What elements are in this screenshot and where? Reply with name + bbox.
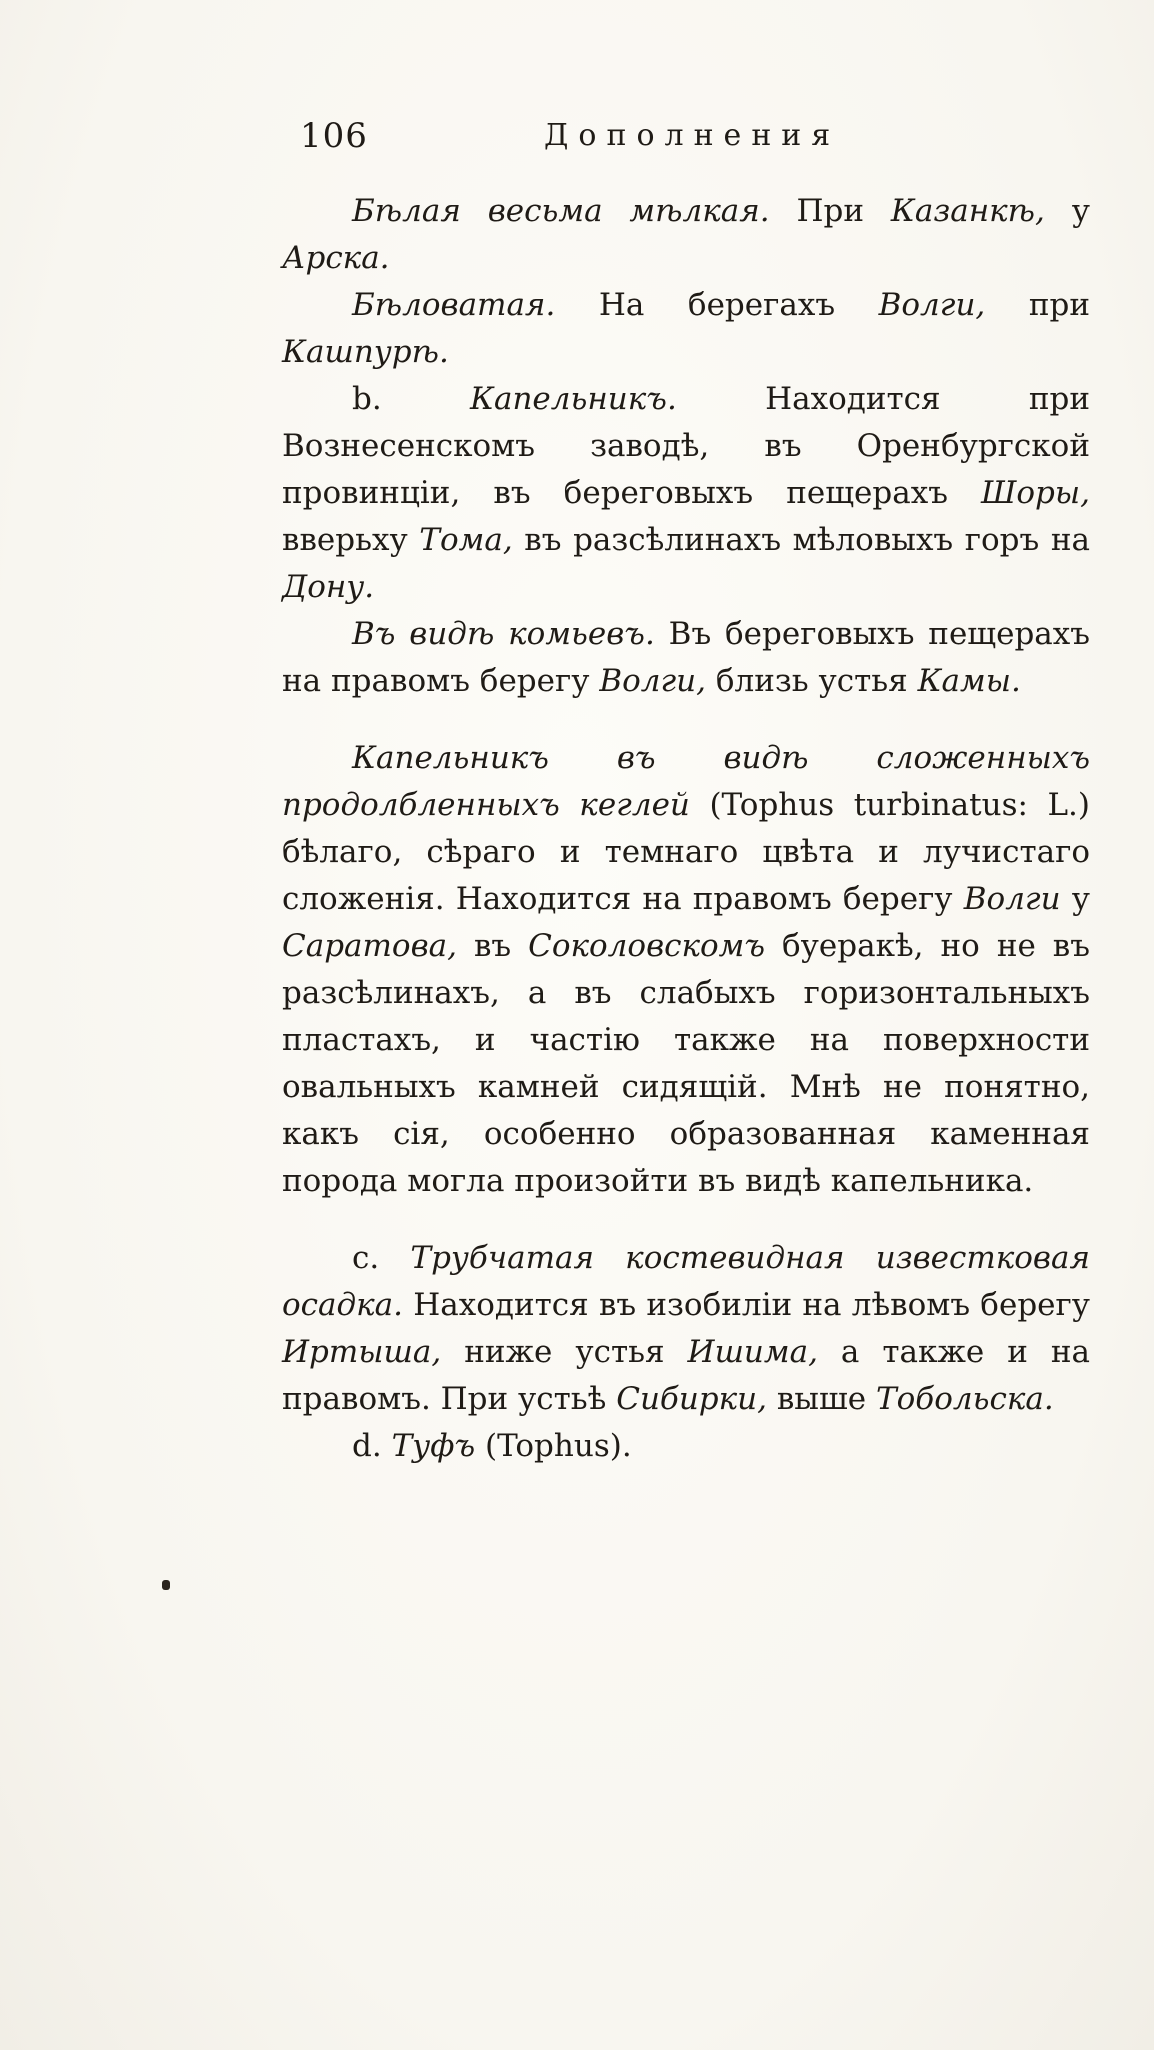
text-run: Находится въ изобиліи на лѣвомъ берегу <box>403 1287 1090 1323</box>
paragraph <box>282 188 1090 282</box>
text-run: При <box>769 193 891 229</box>
italic-term: Сибирки, <box>616 1381 767 1417</box>
running-head <box>300 116 860 166</box>
italic-term: Камы. <box>917 663 1021 699</box>
text-run: c. <box>352 1240 411 1276</box>
text-run: (Tophus turbinatus: L.) бѣлаго, сѣраго и темнаго цвѣта и лучистаго сложенія. Находится на правомъ берегу <box>282 787 1091 917</box>
paragraph <box>282 282 1090 376</box>
text-run: (Tophus). <box>475 1428 632 1464</box>
page-body <box>282 188 1090 1470</box>
italic-term: Въ видѣ комьевъ. <box>352 616 655 652</box>
italic-term: Капельникъ въ видѣ сложенныхъ продолбленныхъ кеглей <box>282 740 1090 823</box>
running-title: Дополнения <box>544 118 841 153</box>
text-run: Въ береговыхъ пещерахъ на правомъ берегу <box>282 616 1090 699</box>
paragraph <box>282 611 1090 705</box>
text-run: b. <box>352 381 470 417</box>
text-run: Находится при Вознесенскомъ заводѣ, въ Оренбургской провинціи, въ береговыхъ пещерахъ <box>282 381 1091 511</box>
italic-term: Волги, <box>599 663 706 699</box>
text-run: близь устья <box>706 663 918 699</box>
italic-term: Саратова, <box>282 928 457 964</box>
text-run: На берегахъ <box>555 287 879 323</box>
text-run: ниже устья <box>441 1334 688 1370</box>
paragraph <box>282 376 1090 611</box>
italic-term: Тома, <box>419 522 513 558</box>
italic-term: Трубчатая костевидная известковая осадка. <box>282 1240 1090 1323</box>
italic-term: Соколовскомъ <box>528 928 766 964</box>
italic-term: Тобольска. <box>875 1381 1054 1417</box>
text-run: выше <box>766 1381 876 1417</box>
italic-term: Казанкѣ, <box>890 193 1045 229</box>
paragraph <box>282 735 1090 1205</box>
text-run: d. <box>352 1428 392 1464</box>
italic-term: Туфъ <box>391 1428 476 1464</box>
paragraph <box>282 1235 1090 1423</box>
paragraph <box>282 1423 1090 1470</box>
text-run: въ <box>456 928 529 964</box>
text-run: въ разсѣлинахъ мѣловыхъ горъ на <box>512 522 1090 558</box>
text-run: вверьху <box>282 522 420 558</box>
italic-term: Дону. <box>282 569 375 605</box>
italic-term: Арска. <box>282 240 390 276</box>
ink-speck-mark <box>162 1580 170 1590</box>
italic-term: Иртыша, <box>282 1334 442 1370</box>
italic-term: Бѣлая весьма мѣлкая. <box>352 193 770 229</box>
italic-term: Бѣловатая. <box>352 287 556 323</box>
text-run: у <box>1044 193 1090 229</box>
page-number: 106 <box>300 116 368 156</box>
italic-term: Волги, <box>878 287 986 323</box>
text-run: а также и на правомъ. При устьѣ <box>282 1334 1090 1417</box>
text-run: у <box>1060 881 1091 917</box>
italic-term: Кашпурѣ. <box>282 334 449 370</box>
italic-term: Ишима, <box>687 1334 818 1370</box>
italic-term: Шоры, <box>981 475 1090 511</box>
italic-term: Капельникъ. <box>469 381 677 417</box>
text-run: буеракѣ, но не въ разсѣлинахъ, а въ слабыхъ горизонтальныхъ пластахъ, и частію также на поверхности овальныхъ камней сидящій. Мнѣ не понятно, какъ сія, особенно образованная каменная порода могла произойти въ видѣ капельника. <box>282 928 1090 1199</box>
text-run: при <box>985 287 1090 323</box>
italic-term: Волги <box>963 881 1061 917</box>
